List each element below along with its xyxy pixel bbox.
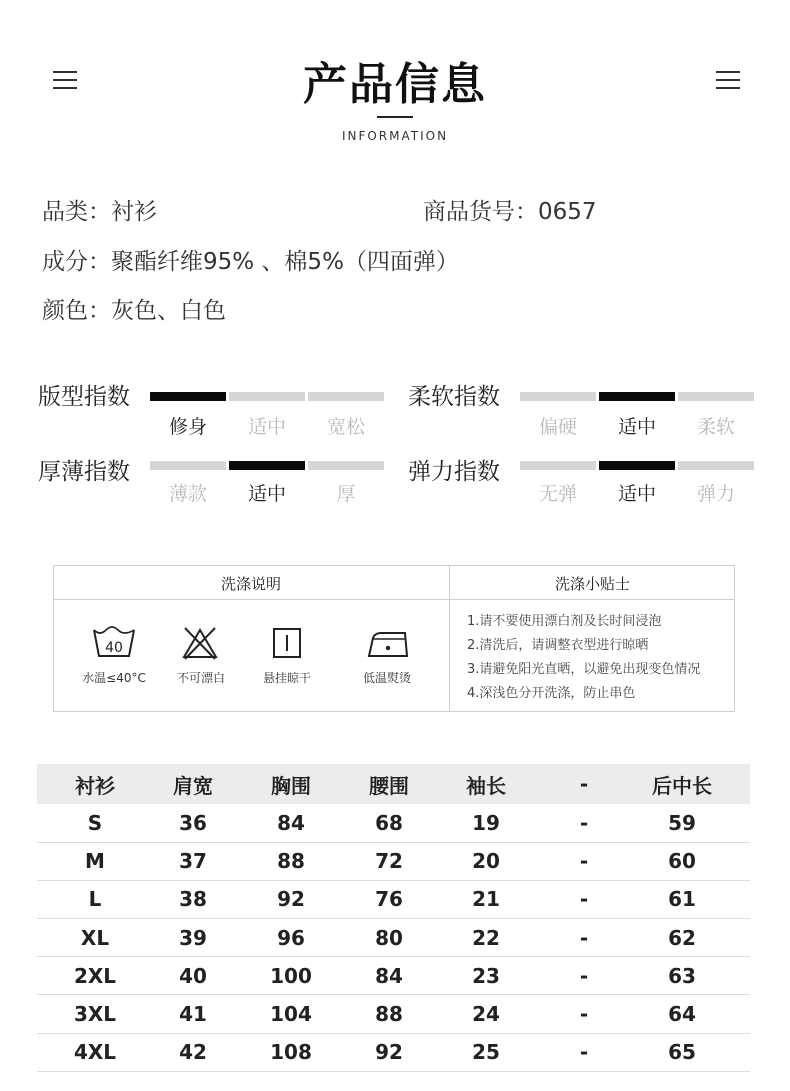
index-label: 弹力指数: [408, 459, 500, 485]
table-row: [37, 957, 750, 995]
table-cell: 72: [375, 849, 403, 874]
table-cell: 68: [375, 811, 403, 835]
table-cell: 92: [375, 1040, 403, 1065]
index-bar-segment: [308, 461, 384, 470]
care-caption-dry: 悬挂晾干: [262, 671, 311, 685]
table-cell: -: [579, 887, 589, 912]
index-bar-segment: [678, 461, 754, 470]
index-bar-segment: [599, 461, 675, 470]
index-option-label: 适中: [247, 416, 286, 438]
table-cell: 23: [472, 963, 500, 988]
index-label: 柔软指数: [408, 384, 500, 410]
info-color: 颜色：灰色、白色: [42, 298, 226, 324]
table-cell: 38: [179, 887, 207, 912]
table-cell: 20: [472, 849, 500, 874]
care-tip: 2.清洗后，请调整衣型进行晾晒: [467, 638, 649, 653]
index-bar-segment: [599, 392, 675, 401]
care-heading-left: 洗涤说明: [220, 575, 281, 593]
table-row: [37, 1033, 750, 1071]
hang-dry-icon: [273, 628, 301, 658]
index-bar-segment: [229, 392, 305, 401]
table-cell: 62: [668, 925, 696, 950]
index-option-label: 适中: [247, 483, 286, 505]
table-cell: -: [579, 963, 589, 988]
table-cell: 88: [277, 849, 305, 874]
table-cell: 21: [472, 887, 500, 912]
wash-40-icon: [92, 626, 136, 660]
table-cell: 108: [270, 1040, 312, 1065]
size-table-header-cell: 胸围: [271, 773, 311, 798]
size-table-header-cell: 肩宽: [173, 773, 213, 798]
table-cell: 41: [179, 1002, 207, 1026]
row-divider: [37, 1071, 750, 1072]
index-bar-segment: [520, 461, 596, 470]
table-cell: -: [579, 849, 589, 874]
table-cell: 88: [375, 1002, 403, 1026]
index-label: 厚薄指数: [38, 459, 130, 485]
index-bar-segment: [229, 461, 305, 470]
table-row: [37, 995, 750, 1033]
care-caption-bleach: 不可漂白: [176, 671, 225, 685]
table-cell: 84: [375, 963, 403, 988]
table-cell: 84: [277, 811, 305, 835]
info-item-number: 商品货号：0657: [423, 199, 597, 225]
care-heading-right: 洗涤小贴士: [554, 575, 630, 593]
index-bar-segment: [150, 461, 226, 470]
index-option-label: 适中: [617, 483, 656, 505]
table-cell: S: [87, 811, 103, 835]
table-cell: 61: [668, 887, 696, 912]
table-cell: 22: [472, 925, 500, 950]
index-bar-segment: [308, 392, 384, 401]
table-cell: -: [579, 925, 589, 950]
care-caption-iron: 低温熨烫: [362, 671, 411, 685]
low-iron-icon: [367, 630, 409, 658]
table-cell: 3XL: [73, 1002, 117, 1026]
table-cell: -: [579, 811, 589, 835]
table-cell: 76: [375, 887, 403, 912]
index-label: 版型指数: [38, 384, 130, 410]
table-cell: 2XL: [73, 963, 117, 988]
index-option-label: 厚: [336, 483, 356, 505]
table-row: [37, 842, 750, 880]
table-cell: -: [579, 1040, 589, 1065]
info-category: 品类：衬衫: [42, 199, 157, 225]
wash-temp-glyph: 40: [105, 640, 123, 656]
table-cell: 25: [472, 1040, 500, 1065]
table-cell: 80: [375, 925, 403, 950]
care-caption-wash: 水温≤40°C: [82, 671, 146, 685]
no-bleach-icon: [181, 626, 219, 660]
table-cell: 19: [472, 811, 500, 835]
table-cell: 100: [270, 963, 312, 988]
table-row: [37, 804, 750, 842]
table-cell: 36: [179, 811, 207, 835]
table-cell: 39: [179, 925, 207, 950]
care-tip: 1.请不要使用漂白剂及长时间浸泡: [467, 614, 662, 629]
table-cell: 42: [179, 1040, 207, 1065]
table-cell: 65: [668, 1040, 696, 1065]
table-row: [37, 880, 750, 918]
index-option-label: 适中: [617, 416, 656, 438]
table-row: [37, 919, 750, 957]
table-cell: 63: [668, 963, 696, 988]
index-bar-segment: [520, 392, 596, 401]
size-table-header-row: [37, 764, 750, 804]
info-material: 成分：聚酯纤维95% 、棉5%（四面弹）: [42, 249, 459, 275]
table-cell: 96: [277, 925, 305, 950]
table-cell: 59: [668, 811, 696, 835]
size-table-header-cell: 袖长: [466, 773, 506, 798]
index-option-label: 修身: [168, 416, 207, 438]
size-table-header-cell: -: [579, 772, 589, 796]
table-cell: XL: [80, 925, 110, 950]
page-subtitle: INFORMATION: [341, 129, 449, 143]
index-option-label: 偏硬: [538, 416, 577, 438]
size-table-header-cell: 衬衫: [75, 773, 115, 798]
index-option-label: 宽松: [326, 416, 365, 438]
index-bar-segment: [150, 392, 226, 401]
table-cell: -: [579, 1002, 589, 1026]
table-cell: L: [88, 887, 102, 912]
index-option-label: 弹力: [696, 483, 735, 505]
index-option-label: 无弹: [538, 483, 577, 505]
size-table-header-cell: 腰围: [369, 773, 409, 798]
page-title: 产品信息: [303, 59, 487, 110]
table-cell: 92: [277, 887, 305, 912]
table-cell: 64: [668, 1002, 696, 1026]
care-divider-horizontal: [53, 599, 735, 600]
index-option-label: 薄款: [168, 483, 207, 505]
index-option-label: 柔软: [696, 416, 735, 438]
size-table-header-cell: 后中长: [652, 773, 712, 798]
table-cell: 60: [668, 849, 696, 874]
index-bar-segment: [678, 392, 754, 401]
table-cell: 4XL: [73, 1040, 117, 1065]
table-cell: 24: [472, 1002, 500, 1026]
title-divider: [377, 116, 413, 118]
care-tip: 3.请避免阳光直晒，以避免出现变色情况: [467, 662, 701, 677]
table-cell: 104: [270, 1002, 312, 1026]
care-tip: 4.深浅色分开洗涤，防止串色: [467, 686, 636, 701]
table-cell: 37: [179, 849, 207, 874]
table-cell: M: [85, 849, 105, 874]
table-cell: 40: [179, 963, 207, 988]
